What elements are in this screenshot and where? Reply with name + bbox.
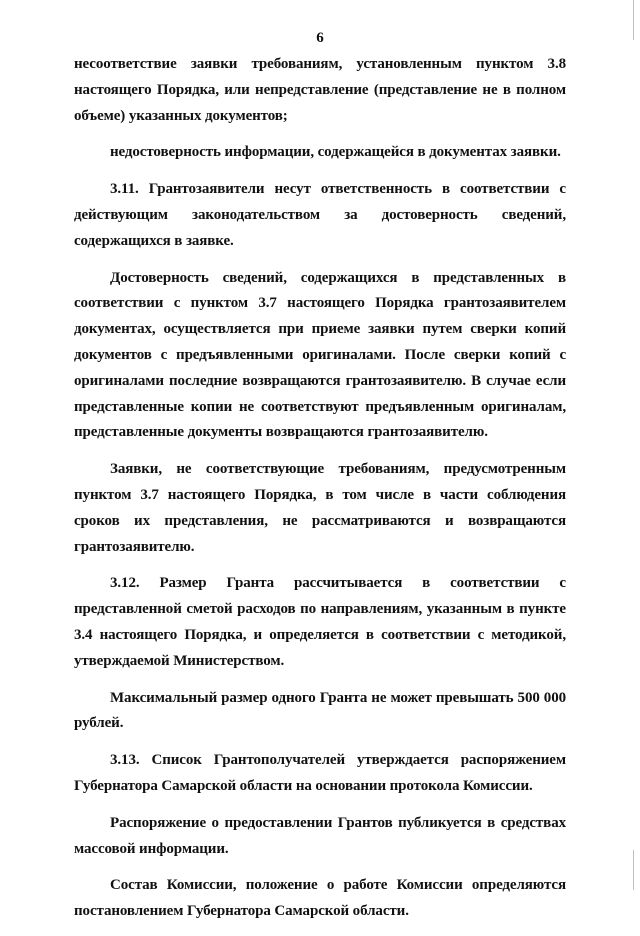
paragraph-rejected-applications: Заявки, не соответствующие требованиям, предусмотренным пунктом 3.7 настоящего Порядка, в том числе в части соблюдения сроков их представления, не рассматриваются и возвращаются грантозаявителю. [74, 461, 566, 555]
scan-edge-mark-top [633, 0, 634, 40]
paragraph-commission: Состав Комиссии, положение о работе Комиссии определяются постановлением Губернатора Самарской области. [74, 877, 566, 920]
page-number: 6 [316, 30, 324, 46]
paragraph-publication: Распоряжение о предоставлении Грантов публикуется в средствах массовой информации. [74, 814, 566, 857]
paragraph-clause-3-11: 3.11. Грантозаявители несут ответственность в соответствии с действующим законодательством за достоверность сведений, содержащихся в заявке. [74, 181, 566, 249]
scan-edge-mark-bottom [633, 850, 634, 890]
paragraph-clause-3-13: 3.13. Список Грантополучателей утверждается распоряжением Губернатора Самарской области на основании протокола Комиссии. [74, 752, 566, 794]
paragraph-max-grant: Максимальный размер одного Гранта не может превышать 500 000 рублей. [74, 689, 566, 732]
document-body [74, 52, 566, 936]
paragraph-verification: Достоверность сведений, содержащихся в представленных в соответствии с пунктом 3.7 настоящего Порядка грантозаявителем документах, осуществляется при приеме заявки путем сверки копий документов с предъявленными оригиналами. После сверки копий с оригиналами последние возвращаются грантозаявителю. В случае если представленные копии не соответствуют предъявленным оригиналам, представленные документы возвращаются грантозаявителю. [74, 269, 566, 441]
paragraph-unreliable-info: недостоверность информации, содержащейся в документах заявки. [110, 144, 561, 161]
paragraph-nonconformity: несоответствие заявки требованиям, установленным пунктом 3.8 настоящего Порядка, или непредставление (представление не в полном объеме) указанных документов; [74, 56, 566, 124]
paragraph-clause-3-12: 3.12. Размер Гранта рассчитывается в соответствии с представленной сметой расходов по направлениям, указанным в пункте 3.4 настоящего Порядка, и определяется в соответствии с методикой, утверждаемой Министерством. [74, 575, 566, 669]
